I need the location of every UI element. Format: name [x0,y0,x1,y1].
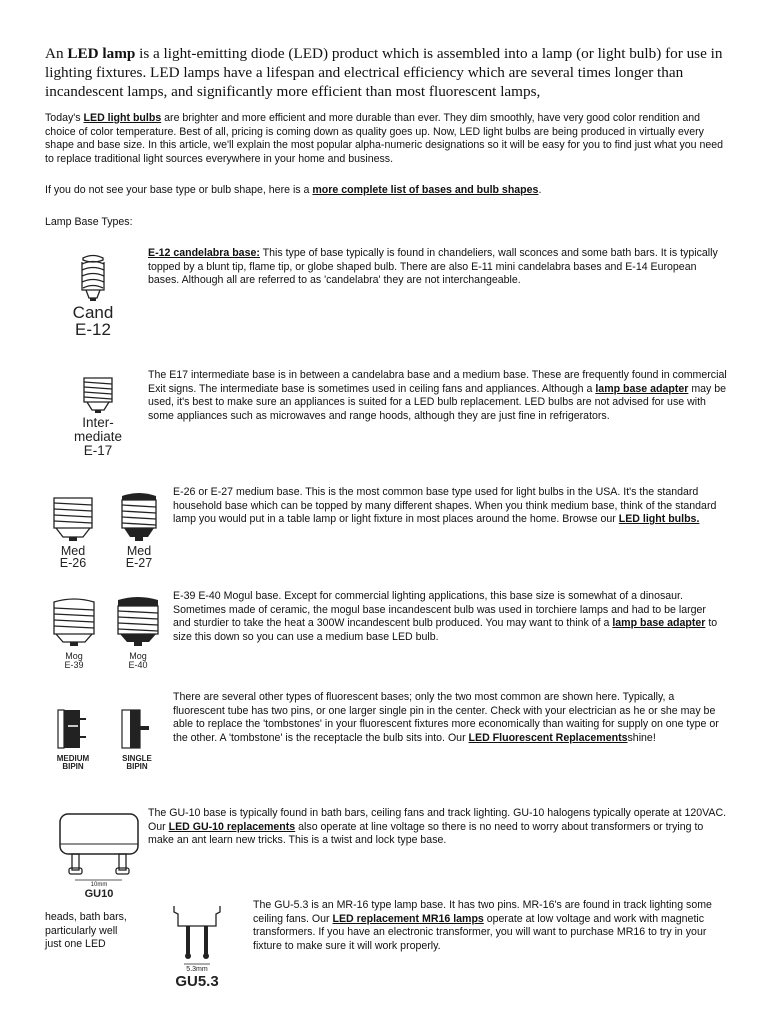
gu53-text-2: operate at low voltage and work with magnetic transformers. If you have an electronic transformer, you will want to purchase MR16 to try in your fixture to make sure it will work properly. [253,912,707,952]
e17-paragraph [148,369,728,423]
intro-lead: An [45,45,68,62]
intro-paragraph [45,44,735,101]
e39-lamp-base-adapter-link[interactable]: lamp base adapter [612,617,706,630]
side-fragment-text [45,911,145,952]
e27-figure-label-2: E-27 [125,556,153,570]
led-fluorescent-replacements-link[interactable]: LED Fluorescent Replacements [468,731,628,744]
e17-figure [70,372,126,462]
e17-lamp-base-adapter-link[interactable]: lamp base adapter [595,382,689,395]
gu53-figure [164,902,230,998]
medium-bipin-icon [50,706,96,752]
e17-figure-label-1: Inter- [82,415,114,430]
e26-led-light-bulbs-link[interactable]: LED light bulbs. [618,513,700,526]
mogul-base-e39-icon [46,596,102,650]
more-lead: If you do not see your base type or bulb shape, here is a [45,184,313,196]
e27-figure-label-1: Med [126,544,152,558]
e26-paragraph [173,486,726,527]
today-text: are brighter and more efficient and more durable than ever. They dim smoothly, have very good color rendition and choice of color temperature. Best of all, pricing is coming down as quality goes up. Now, LED light bulbs are being produced in virtually every shape and base size. In this article, we'll explain the most popular alpha-numeric designations so it will be easy for you to find just what you need to replace traditional light sources everywhere in your home and business. [45,112,724,165]
e12-candelabra-link[interactable]: E-12 candelabra base: [148,247,260,259]
medium-bipin-label-1: MEDIUM [56,754,90,763]
more-tail: . [538,184,542,196]
gu53-base-icon [164,902,230,968]
medium-bipin-label-2: BIPIN [62,762,84,771]
more-complete-list-link[interactable]: more complete list of bases and bulb shapes [312,184,539,196]
led-light-bulbs-link[interactable]: LED light bulbs [83,112,162,124]
side-fragment-line-2: particularly well [45,924,118,937]
e12-figure-label-2: E-12 [75,320,111,339]
e39-figure-label-2: E-39 [64,660,84,670]
gu10-dimension-label: 10mm [90,882,108,888]
e26-text: E-26 or E-27 medium base. This is the most common base type used for light bulbs in the USA. It's the standard household base which can be topped by many different shapes. When you think medium base, think of the standard lamp you would put in a table lamp or light fixture in most places around the home. Browse our [173,486,717,526]
single-pin-label-1: SINGLE [122,754,152,763]
gu10-figure-label: GU10 [84,888,114,900]
mogul-base-e40-icon [110,596,166,650]
gu10-figure [52,808,146,904]
e17-figure-label-3: E-17 [83,443,113,458]
side-fragment-line-3: just one LED [45,938,106,951]
e12-figure-label-1: Cand [72,303,114,322]
gu10-text-1: The GU-10 base is typically found in bath bars, ceiling fans and track lighting. GU-10 halogens typically operate at 120VAC. Our [148,807,727,833]
fluorescent-tail: shine! [627,731,656,744]
today-paragraph [45,112,725,166]
single-pin-label-2: BIPIN [126,762,148,771]
side-fragment-line-1: heads, bath bars, [45,911,127,923]
e39-paragraph [173,590,726,644]
gu53-paragraph [253,899,728,953]
gu53-text-1: The GU-5.3 is an MR-16 type lamp base. It has two pins. MR-16's are found in track lighting some ceiling fans. Our [253,899,712,925]
e39-text-1: E-39 E-40 Mogul base. Except for commercial lighting applications, this base size is somewhat of a dinosaur. Sometimes made of ceramic, the mogul base incandescent bulb was used in torchiere lamps and had to be larger and sturdier to take the heat a 300W incandescent bulb produced. You may want to think of a [173,590,706,630]
e12-text: This type of base typically is found in chandeliers, wall sconces and some bath bars. It is typically topped by a blunt tip, flame tip, or globe shaped bulb. There are also E-11 mini candelabra bases and E-14 European bases. Although all are referred to as 'candelabra' they are not interchangeable. [148,247,718,287]
fluorescent-figure [50,706,162,776]
fluorescent-paragraph [173,691,726,745]
candelabra-base-icon [62,250,124,306]
e40-figure-label-2: E-40 [128,660,148,670]
led-gu10-replacements-link[interactable]: LED GU-10 replacements [168,820,296,833]
e39-text-2: to size this down so you can use a medium base LED bulb. [173,617,718,643]
e26-e27-figure [46,492,166,570]
intro-text: is a light-emitting diode (LED) product which is assembled into a lamp (or light bulb) for use in lighting fixtures. LED lamps have a lifespan and electrical efficiency which are several times longer than incandescent lamps, and significantly more efficient than most fluorescent lamps, [45,45,723,100]
led-replacement-mr16-link[interactable]: LED replacement MR16 lamps [332,912,484,925]
single-pin-icon [114,706,160,752]
today-lead: Today's [45,112,84,124]
e26-figure-label-2: E-26 [59,556,87,570]
more-list-paragraph [45,184,725,198]
medium-base-e27-icon [112,492,166,544]
e39-figure-label-1: Mog [65,651,83,661]
gu10-base-icon [52,808,146,884]
e12-paragraph [148,247,728,288]
e40-figure-label-1: Mog [129,651,147,661]
gu10-paragraph [148,807,728,848]
fluorescent-text: There are several other types of fluorescent bases; only the two most common are shown here. Typically, a fluorescent tube has two pins, or one larger single pin in the center. Check with your electrician as he or she may be able to replace the 'tombstones' in your fluorescent fixtures more economically than waiting for supply on one type or the other. A 'tombstone' is the receptacle the bulb sits into. Our [173,691,719,744]
e12-figure [62,250,124,350]
e17-figure-label-2: mediate [73,429,123,444]
e39-e40-figure [46,596,166,674]
intermediate-base-icon [70,372,126,416]
e17-text-2: may be used, it's best to make sure an appliances is suited for a LED bulb replacement. LED bulbs are not advised for use with some appliances such as microwaves and range hoods, although they are just fine in refrigerators. [148,382,727,422]
e26-figure-label-1: Med [60,544,86,558]
gu53-figure-label: GU5.3 [175,973,219,990]
medium-base-e26-icon [46,492,100,544]
e17-text-1: The E17 intermediate base is in between a candelabra base and a medium base. These are frequently found in commercial Exit signs. The intermediate base is sometimes used in ceiling fans and appliances. Although a [148,369,727,395]
section-title: Lamp Base Types: [45,216,133,228]
gu10-text-2: also operate at line voltage so there is no need to worry about transformers or trying to make an ant learn new tricks. This is a twist and lock type base. [148,820,704,847]
intro-term: LED lamp [67,45,136,62]
gu53-dimension-label: 5.3mm [186,966,208,973]
